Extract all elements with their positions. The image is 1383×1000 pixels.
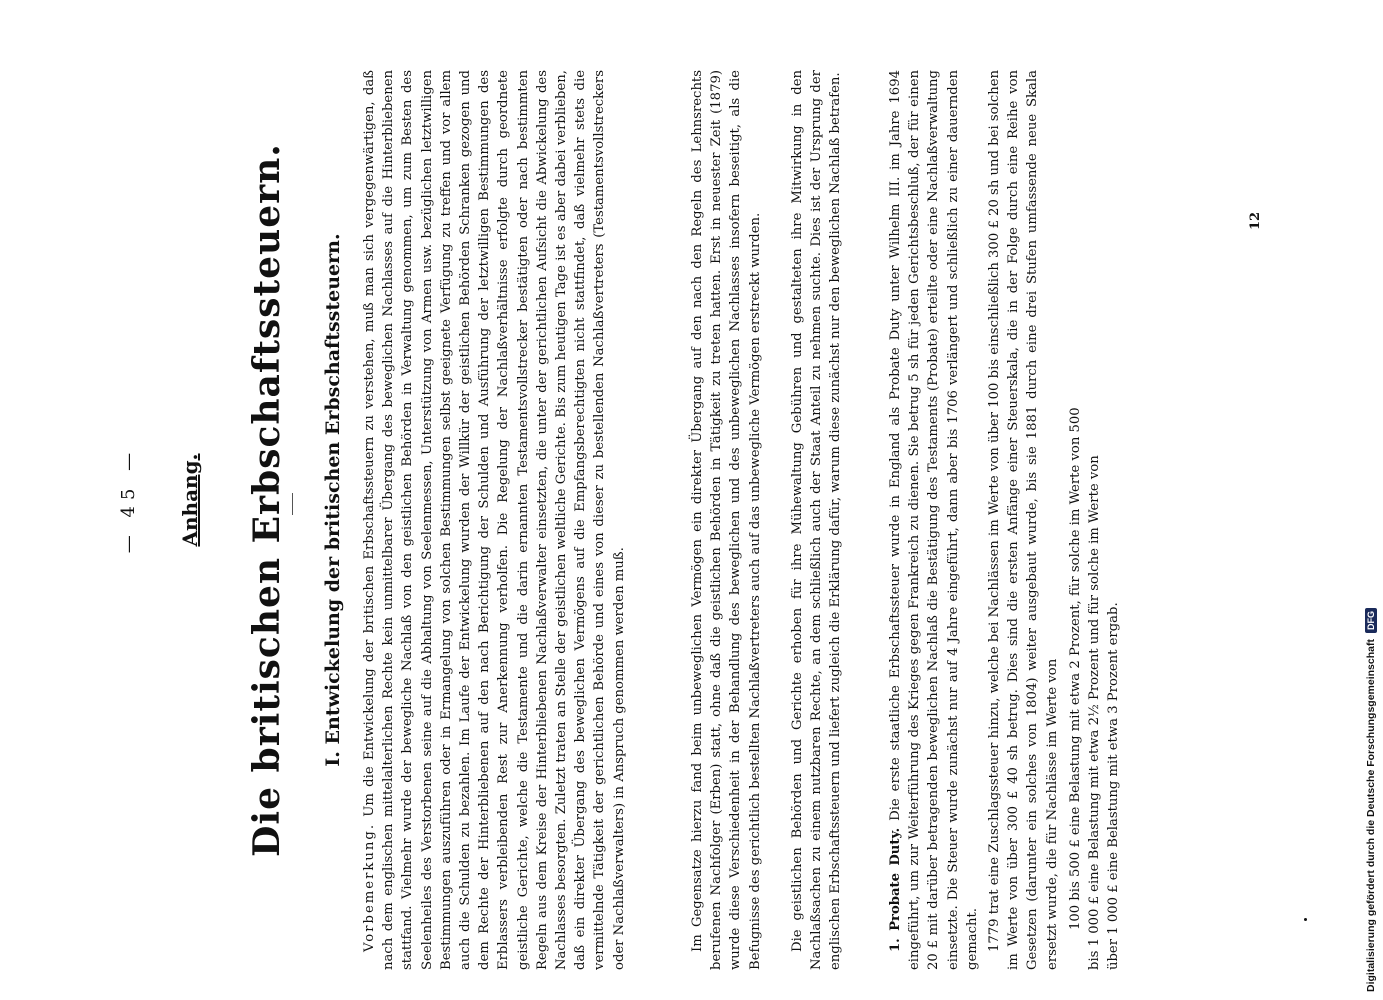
scale-line-1: 100 bis 500 £ eine Belastung mit etwa 2 Prozent, für solche im Werte von 500 [1068,407,1083,930]
paragraph-text: 1779 trat eine Zuschlagssteuer hinzu, welche bei Nachlässen im Werte von über 100 bis einschließlich 300 £ 20 sh und bei solchen im Werte von über 300 £ 40 sh betrug. Dies sind die ersten Anfänge einer Steuerskala, die in der Folge durch eine Reihe von Gesetzen (darunter ein solches von 1804) weiter ausgebaut wurde, bis sie 1881 durch eine drei Stufen umfassende neue Skala ersetzt wurde, die für Nachlässe im Werte von [987,70,1060,970]
scale-line-2: bis 1 000 £ eine Belastung mit etwa 2½ Prozent und für solche im Werte von [1087,455,1102,970]
paragraph-preliminary-remark [360,70,629,970]
paragraph-immovable-property [688,70,765,970]
paragraph-clerical-fees [788,70,846,970]
scan-speck [1304,918,1307,921]
paragraph-text: Die geistlichen Behörden und Gerichte erhoben für ihre Mühewaltung Gebühren und gestalteten ihre Mitwirkung in den Nachlaßsachen zu einem nutzbaren Rechte, an dem schließlich auch der Staat Anteil zu nehmen suchte. Dies ist der Ursprung der englischen Erbschaftssteuern und liefert zugleich die Erklärung dafür, warum diese zunächst nur den beweglichen Nachlaß betrafen. [790,70,844,970]
printer-signature: 12 [1248,211,1263,230]
paragraph-surcharge-tax [985,70,1062,970]
paragraph-text: Im Gegensatze hierzu fand beim unbeweglichen Vermögen ein direkter Übergang auf den nach den Regeln des Lehnsrechts berufenen Nachfolger (Erben) statt, ohne daß die geistlichen Behörden in Tätigkeit zu treten hatten. Erst in neuester Zeit (1879) wurde diese Verschiedenheit in der Behandlung des beweglichen und des unbeweglichen Nachlasses insofern beseitigt, als die Befugnisse des gerichtlich bestellten Nachlaßvertreters auch auf das unbewegliche Vermögen erstreckt wurden. [690,70,763,970]
title-divider [292,493,293,515]
paragraph-text: Die erste staatliche Erbschaftssteuer wurde in England als Probate Duty unter Wilhelm III. im Jahre 1694 eingeführt, um zur Weiterführung des Krieges gegen Frankreich zu dienen. Sie betrug 5 sh für jeden Gerichtsbeschluß, der für einen 20 £ mit darüber betragenden beweglichen Nachlaß die Bestätigung des Testaments (Probate) erteilte oder eine Nachlaßverwaltung einsetzte. Die Steuer wurde zunächst nur auf 4 Jahre eingeführt, dann aber bis 1706 verlängert und schließlich zu einer dauernden gemacht. [888,70,980,970]
caption-text: Digitalisierung gefördert durch die Deutsche Forschungsgemeinschaft [1365,639,1377,992]
rotated-document-page [60,30,1360,970]
document-title: Die britischen Erbschaftssteuern. [246,143,288,857]
paragraph-lead: Vorbemerkung. [362,822,377,952]
paragraph-lead: 1. Probate Duty. [888,827,903,952]
digitization-caption [1362,7,1380,992]
scale-line-3: über 1 000 £ eine Belastung mit etwa 3 Prozent ergab. [1106,602,1121,970]
section-heading: I. Entwickelung der britischen Erbschaftssteuern. [322,233,344,767]
dfg-logo: DFG [1365,608,1377,633]
paragraph-probate-duty [886,70,982,970]
appendix-heading: Anhang. [178,453,202,547]
paragraph-text: Um die Entwickelung der britischen Erbschaftssteuern zu verstehen, muß man sich vergegenwärtigen, daß nach dem englischen mittelalterlichen Rechte kein unmittelbarer Übergang des beweglichen Nachlasses auf die Hinterbliebenen stattfand. Vielmehr wurde der bewegliche Nachlaß von den geistlichen Behörden in Verwaltung genommen, um zum Besten des Seelenheiles des Verstorbenen seine auf die Abhaltung von Seelenmessen, Unterstützung von Armen usw. bezüglichen letztwilligen Bestimmungen auszuführen oder in Ermangelung von solchen Bestimmungen selbst geeignete Verfügung zu treffen und vor allem auch die Schulden zu bezahlen. Im Laufe der Entwickelung wurden der Willkür der geistlichen Behörden Schranken gezogen und dem Rechte der Hinterbliebenen auf den nach Berichtigung der Schulden und Ausführung der letztwilligen Bestimmungen des Erblassers verbleibenden Rest zur Anerkennung verholfen. Die Regelung der Nachlaßverhältnisse erfolgte durch geordnete geistliche Gerichte, welche die Testamente und die darin ernannten Testamentsvollstrecker bestätigten oder nach bestimmten Regeln aus dem Kreise der Hinterbliebenen Nachlaßverwalter einsetzten, die unter der gerichtlichen Aufsicht die Abwickelung des Nachlasses besorgten. Zuletzt traten an Stelle der geistlichen weltliche Gerichte. Bis zum heutigen Tage ist es aber dabei verblieben, daß ein direkter Übergang des beweglichen Vermögens auf die Empfangsberechtigten nicht stattfindet, daß vielmehr stets die vermittelnde Tätigkeit der gerichtlichen Behörde und eines von dieser zu bestellenden Nachlaßvertreters (Testamentsvollstreckers oder Nachlaßverwalters) in Anspruch genommen werden muß. [362,70,627,970]
page-number: — 45 — [118,446,139,554]
